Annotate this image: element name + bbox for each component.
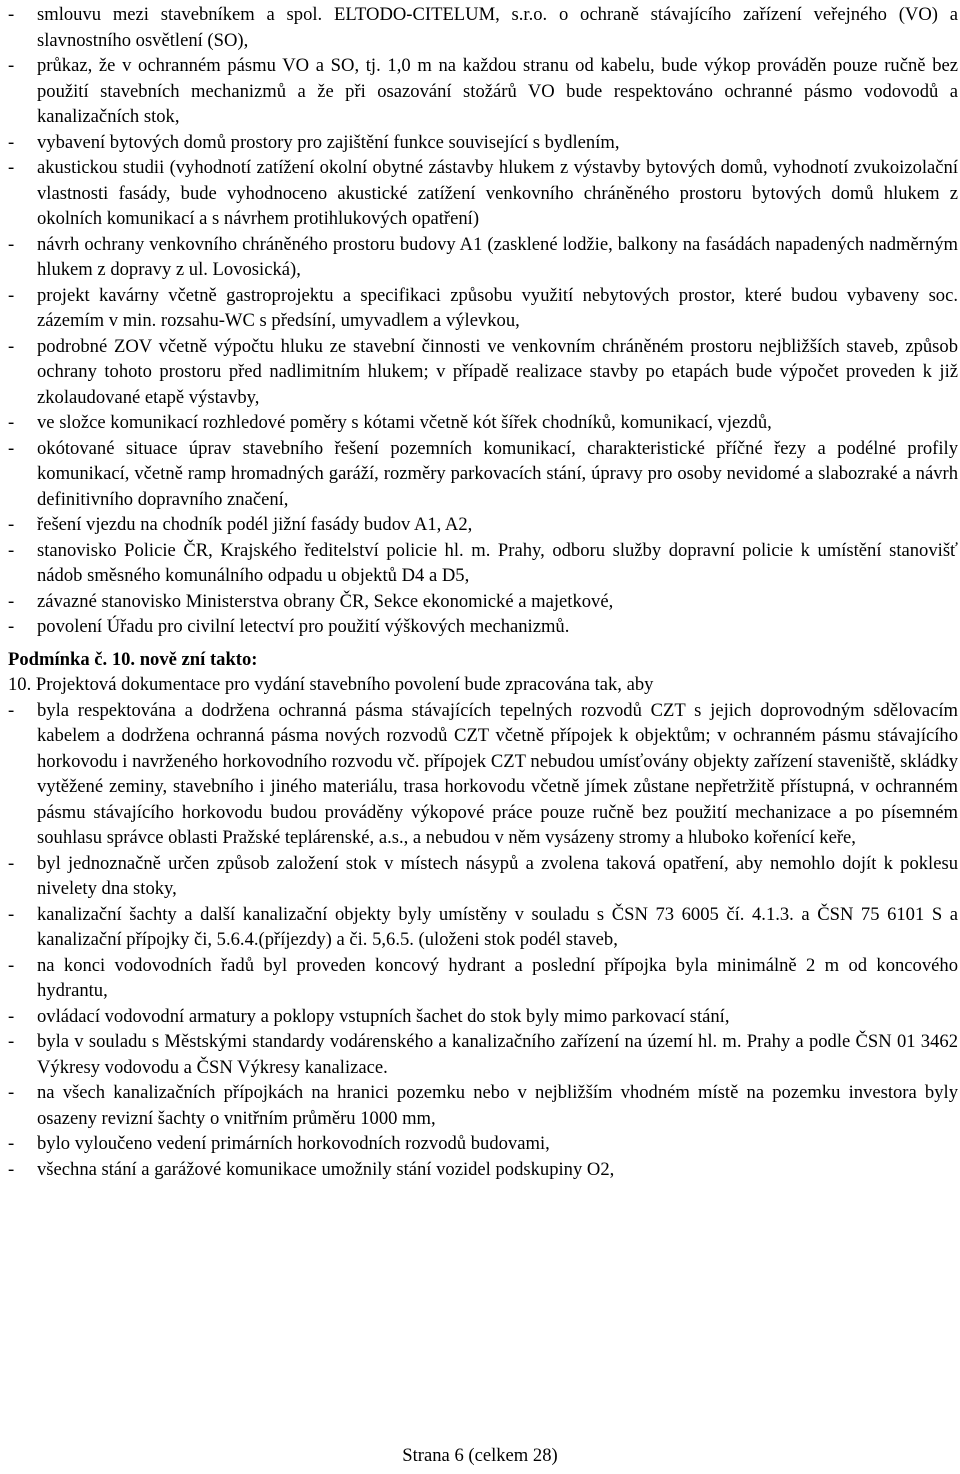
- list-item: [8, 698, 958, 851]
- bullet-dash: -: [8, 954, 15, 976]
- list-item: [8, 1080, 958, 1131]
- list-item-text: povolení Úřadu pro civilní letectví pro použití výškových mechanizmů.: [37, 616, 570, 637]
- bullet-dash: -: [8, 616, 15, 637]
- list-item-text: řešení vjezdu na chodník podél jižní fasády budov A1, A2,: [37, 514, 473, 535]
- list-item-text: byl jednoznačně určen způsob založení stok v místech násypů a zvolena taková opatření, aby nemohlo dojít k poklesu nivelety dna stoky,: [37, 852, 958, 899]
- bullet-dash: -: [8, 55, 15, 76]
- list-item: [8, 1131, 958, 1157]
- bullet-dash: -: [8, 903, 15, 925]
- bullet-dash: -: [8, 852, 15, 874]
- list-item: [8, 538, 958, 589]
- list-item-text: závazné stanovisko Ministerstva obrany ČR, Sekce ekonomické a majetkové,: [37, 590, 614, 612]
- list-item: [8, 436, 958, 513]
- list-item: [8, 130, 958, 156]
- list-item: [8, 614, 958, 640]
- bullet-dash: -: [8, 1133, 15, 1154]
- list-item: [8, 1029, 958, 1080]
- list-item-text: stanovisko Policie ČR, Krajského ředitelství policie hl. m. Prahy, odboru služby dopravní policie k umístění stanovišť nádob směsného komunálního odpadu u objektů D4 a D5,: [37, 539, 958, 586]
- list-item-text: podrobné ZOV včetně výpočtu hluku ze stavební činnosti ve venkovním chráněném prostoru nejbližších staveb, způsob ochrany tohoto prostoru před nadlimitním hlukem; v případě realizace stavby po etapách bude výpočet proveden k již zkolaudované etapě výstavby,: [37, 335, 958, 408]
- list-item-text: návrh ochrany venkovního chráněného prostoru budovy A1 (zasklené lodžie, balkony na fasádách napadených nadměrným hlukem z dopravy z ul. Lovosická),: [37, 233, 958, 280]
- bullet-dash: -: [8, 1158, 15, 1180]
- bullet-dash: -: [8, 412, 15, 433]
- list-item-text: byla v souladu s Městskými standardy vodárenského a kanalizačního zařízení na území hl. m. Prahy a podle ČSN 01 3462 Výkresy vodovodu a ČSN Výkresy kanalizace.: [37, 1031, 958, 1078]
- document-page: [8, 2, 958, 1182]
- list-item: [8, 953, 958, 1004]
- condition-intro: 10. Projektová dokumentace pro vydání stavebního povolení bude zpracována tak, aby: [8, 674, 654, 695]
- bullet-dash: -: [8, 437, 15, 459]
- list-item: [8, 53, 958, 130]
- list-item-text: akustickou studii (vyhodnotí zatížení okolní obytné zástavby hlukem z výstavby bytových domů, vyhodnotí zvukoizolační vlastnosti fasády, bude vyhodnoceno akustické zatížení venkovního chráněného prostoru bytových domů hlukem z okolních komunikací a s návrhem protihlukových opatření): [37, 157, 958, 229]
- list-item: [8, 2, 958, 53]
- list-item-text: ve složce komunikací rozhledové poměry s kótami včetně kót šířek chodníků, komunikací, vjezdů,: [37, 412, 772, 433]
- list-item-text: projekt kavárny včetně gastroprojektu a specifikaci způsobu využití nebytových prostor, které budou vybaveny soc. zázemím v min. rozsahu-WC s předsíní, umyvadlem a výlevkou,: [37, 284, 958, 331]
- condition-heading: Podmínka č. 10. nově zní takto:: [8, 648, 258, 670]
- page-footer: Strana 6 (celkem 28): [402, 1445, 558, 1466]
- list-item: [8, 1004, 958, 1030]
- list-item: [8, 902, 958, 953]
- list-item: [8, 1157, 958, 1183]
- list-item-text: kanalizační šachty a další kanalizační objekty byly umístěny v souladu s ČSN 73 6005 čí. 4.1.3. a ČSN 75 6101 S a kanalizační přípojky či, 5.6.4.(příjezdy) a či. 5,6.5. (uloženi stok podél staveb,: [37, 903, 958, 950]
- bullet-dash: -: [8, 514, 15, 535]
- bullet-dash: -: [8, 1082, 15, 1103]
- list-item-text: smlouvu mezi stavebníkem a spol. ELTODO-CITELUM, s.r.o. o ochraně stávajícího zařízení veřejného (VO) a slavnostního osvětlení (SO),: [37, 4, 958, 51]
- list-item: [8, 232, 958, 283]
- bullet-dash: -: [8, 699, 15, 721]
- bullet-dash: -: [8, 1031, 15, 1052]
- list-item-text: byla respektována a dodržena ochranná pásma stávajících tepelných rozvodů CZT s jejich doprovodným sdělovacím kabelem a dodržena ochranná pásma nových rozvodů CZT včetně přípojek k objektům; v ochranném pásmu stávajícího horkovodu i navrženého horkovodního rozvodu vč. přípojek CZT nebudou umísťovány objekty zařízení staveniště, skládky vytěžené zeminy, stavebního i jiného materiálu, trasa horkovodu včetně jímek zůstane nepřetržitě přístupná, v ochranném pásmu stávajícího horkovodu budou prováděny výkopové práce pouze ručně bez použití mechanizace a po písemném souhlasu správce oblasti Pražské teplárenské, a.s., a nebudou v něm vysázeny stromy a hluboko kořenící keře,: [37, 699, 958, 848]
- list-item-text: bylo vyloučeno vedení primárních horkovodních rozvodů budovami,: [37, 1133, 550, 1154]
- list-item: [8, 512, 958, 538]
- list-item: [8, 283, 958, 334]
- bullet-dash: -: [8, 233, 15, 255]
- bullet-dash: -: [8, 131, 15, 153]
- list-item-text: ovládací vodovodní armatury a poklopy vstupních šachet do stok byly mimo parkovací stání,: [37, 1005, 730, 1027]
- bullet-dash: -: [8, 284, 15, 306]
- list-item: [8, 334, 958, 411]
- bullet-dash: -: [8, 539, 15, 561]
- list-item-text: průkaz, že v ochranném pásmu VO a SO, tj. 1,0 m na každou stranu od kabelu, bude výkop prováděn pouze ručně bez použití stavebních mechanizmů a že při osazování stožárů VO bude respektováno ochranné pásmo vodovodů a kanalizačních stok,: [37, 55, 958, 127]
- bullet-dash: -: [8, 1005, 15, 1027]
- list-item: [8, 851, 958, 902]
- list-item: [8, 410, 958, 436]
- condition-10-list: [8, 698, 958, 1183]
- list-item-text: vybavení bytových domů prostory pro zajištění funkce související s bydlením,: [37, 131, 620, 153]
- bullet-dash: -: [8, 157, 15, 178]
- list-item-text: na konci vodovodních řadů byl proveden koncový hydrant a poslední přípojka byla minimálně 2 m od koncového hydrantu,: [37, 954, 958, 1001]
- list-item-text: okótované situace úprav stavebního řešení pozemních komunikací, charakteristické příčné řezy a podélné profily komunikací, včetně ramp hromadných garáží, rozměry parkovacích stání, úpravy pro osoby nevidomé a slabozraké a návrh definitivního dopravního značení,: [37, 437, 958, 510]
- bullet-dash: -: [8, 590, 15, 612]
- list-item: [8, 589, 958, 615]
- list-item-text: na všech kanalizačních přípojkách na hranici pozemku nebo v nejbližším vhodném místě na pozemku investora byly osazeny revizní šachty o vnitřním průměru 1000 mm,: [37, 1082, 958, 1129]
- list-item-text: všechna stání a garážové komunikace umožnily stání vozidel podskupiny O2,: [37, 1158, 615, 1180]
- list-item: [8, 155, 958, 232]
- bullet-dash: -: [8, 335, 15, 357]
- bullet-dash: -: [8, 4, 15, 25]
- requirements-list: [8, 2, 958, 640]
